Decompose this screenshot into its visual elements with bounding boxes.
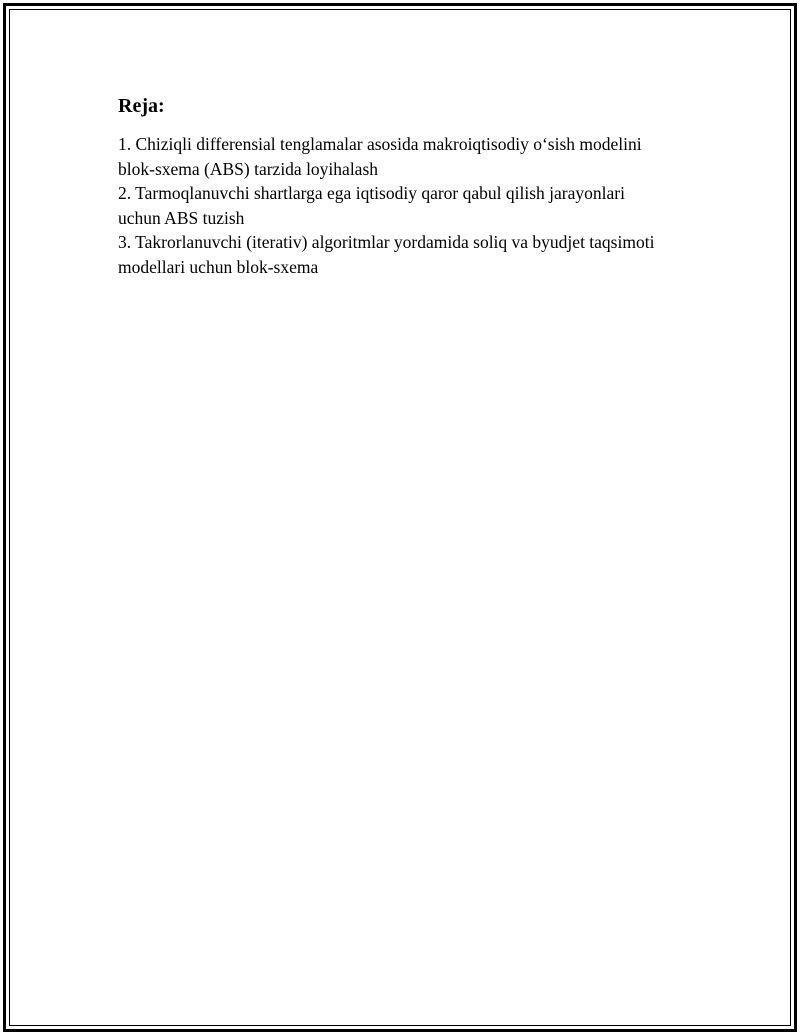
plan-item-3	[118, 230, 718, 279]
plan-item-3-line-2: modellari uchun blok-sxema	[118, 256, 319, 277]
document-body	[118, 94, 718, 279]
plan-item-2-line-1: 2. Tarmoqlanuvchi shartlarga ega iqtisodiy qaror qabul qilish jarayonlari	[118, 183, 625, 203]
plan-item-2	[118, 181, 718, 230]
plan-item-1-line-1: 1. Chiziqli differensial tenglamalar asosida makroiqtisodiy o‘sish modelini	[118, 134, 642, 154]
plan-item-1	[118, 132, 718, 181]
plan-list	[118, 132, 718, 279]
plan-heading: Reja:	[118, 95, 165, 117]
plan-item-2-line-2: uchun ABS tuzish	[118, 207, 245, 228]
plan-item-3-line-1: 3. Takrorlanuvchi (iterativ) algoritmlar yordamida soliq va byudjet taqsimoti	[118, 232, 655, 252]
plan-item-1-line-2: blok-sxema (ABS) tarzida loyihalash	[118, 158, 379, 179]
